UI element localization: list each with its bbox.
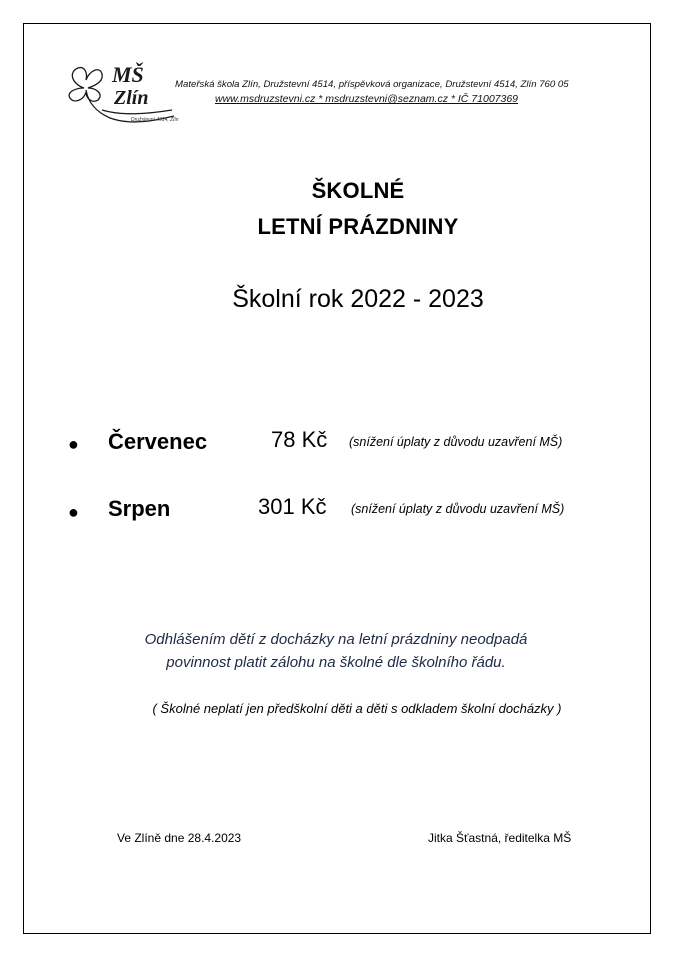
- month-august: Srpen: [108, 496, 171, 521]
- page-subtitle: LETNÍ PRÁZDNINY: [257, 214, 459, 239]
- signature: Jitka Šťastná, ředitelka MŠ: [428, 831, 572, 845]
- notice-footnote: ( Školné neplatí jen předškolní děti a děti s odkladem školní docházky ): [152, 701, 562, 716]
- logo-subtext: Družstevní 4514, Zlín: [131, 117, 179, 123]
- contact-line[interactable]: www.msdruzstevni.cz * msdruzstevni@seznam.cz * IČ 71007369: [215, 93, 519, 105]
- notice-line-2: povinnost platit zálohu na školné dle školního řádu.: [166, 654, 506, 671]
- notice-line-1: Odhlášením dětí z docházky na letní prázdniny neodpadá: [144, 631, 528, 648]
- school-year: Školní rok 2022 - 2023: [232, 285, 484, 313]
- logo-zlin-text: Zlín: [114, 87, 149, 109]
- bullet-icon: ●: [68, 434, 79, 454]
- place-date: Ve Zlíně dne 28.4.2023: [117, 831, 242, 845]
- bullet-icon: ●: [68, 502, 79, 522]
- month-july: Červenec: [108, 429, 208, 454]
- note-august: (snížení úplaty z důvodu uzavření MŠ): [351, 502, 565, 516]
- page-title: ŠKOLNÉ: [311, 178, 405, 203]
- logo-ms-text: MŠ: [112, 62, 144, 87]
- amount-july: 78 Kč: [271, 427, 328, 452]
- note-july: (snížení úplaty z důvodu uzavření MŠ): [349, 435, 563, 449]
- organization-line: Mateřská škola Zlín, Družstevní 4514, příspěvková organizace, Družstevní 4514, Zlín 760 05: [175, 79, 569, 90]
- amount-august: 301 Kč: [258, 494, 327, 519]
- page-frame: [23, 23, 651, 934]
